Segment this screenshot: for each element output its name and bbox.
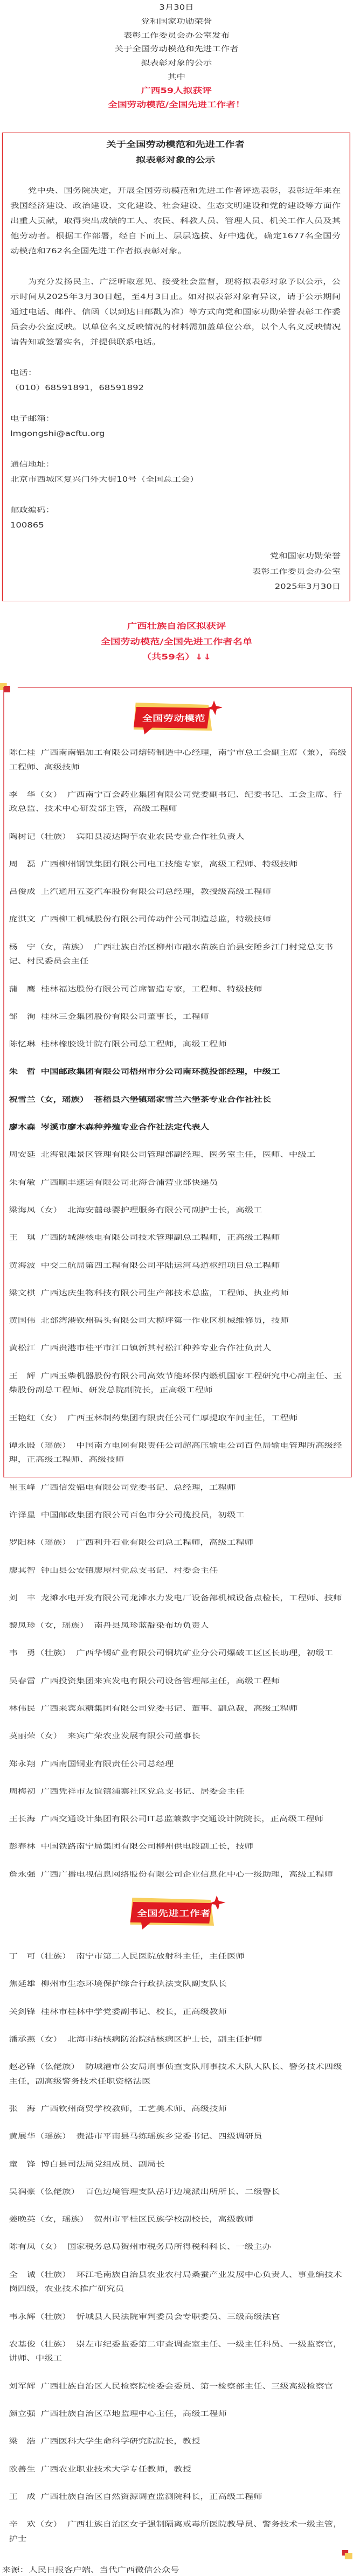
list-item: [9, 2310, 347, 2325]
person-name: 潘承燕（女）: [9, 2035, 63, 2044]
person-description: 广西投资集团来宾发电有限公司设备管理部主任，高级工程师: [40, 1677, 280, 1685]
list-item: [9, 1065, 347, 1080]
list-item: [9, 941, 347, 969]
person-description: 广西玉林制药集团有限责任公司仁厚提取车间主任，工程师: [67, 1414, 298, 1422]
person-name: 庞淇文: [9, 915, 36, 924]
list-item: [9, 2130, 347, 2144]
person-name: 詹永强: [9, 1870, 36, 1879]
person-name: 崔玉峰: [9, 1483, 36, 1492]
list-item: [9, 1647, 347, 1661]
person-description: 北部湾港钦州码头有限公司大榄坪第一作业区机械维修员，技师: [40, 1317, 289, 1325]
person-description: 广西凭祥市友谊镇浦寨社区党总支书记、居委会主任: [40, 1787, 245, 1796]
person-name: 焦延雄: [9, 1980, 36, 1989]
person-description: 崇左市纪委监委第二审查调查室主任、一级主任科员、一级监察官，讲师、中级工: [9, 2340, 342, 2363]
list-item: [9, 1840, 347, 1855]
phone-label: 电话：: [10, 369, 37, 377]
person-description: 广西华锡矿业有限公司铜坑矿业分公司爆破工区区长助理，初级工: [76, 1649, 334, 1658]
person-name: 辛 欢（女）: [9, 2521, 63, 2529]
person-name: 黄松江: [9, 1344, 36, 1353]
person-name: 颜立强: [9, 2410, 36, 2418]
person-name: 周安延: [9, 1151, 36, 1159]
person-description: 桂林橡胶设计院有限公司总工程师，高级工程师: [40, 1040, 227, 1049]
list-item: [9, 1412, 347, 1426]
list-item: [9, 885, 347, 900]
person-description: 桂林市桂林中学党委副书记、校长，正高级教师: [40, 2008, 227, 2016]
list-item: [9, 1730, 347, 1744]
intro-line: 其中: [168, 73, 185, 81]
list-item: [9, 1010, 347, 1025]
email-label: 电子邮箱：: [10, 415, 55, 423]
signature-date: 2025年3月30日: [274, 583, 341, 591]
person-name: 陶树记（壮族）: [9, 832, 71, 841]
list-item: [9, 1314, 347, 1329]
list-item: [9, 2005, 347, 2020]
person-name: 韦永辉（壮族）: [9, 2313, 71, 2321]
person-description: 广西利升石业有限公司总工程师，高级工程师: [76, 1539, 254, 1547]
list-item: [9, 1259, 347, 1274]
badge-label: 全国劳动模范: [142, 713, 206, 723]
list-item: [9, 2435, 347, 2449]
intro-line: 关于全国劳动模范和先进工作者: [114, 45, 239, 54]
intro-line: 党和国家功勋荣誉: [141, 17, 212, 26]
person-description: 广西农业职业技术大学专任教师，教授: [40, 2465, 192, 2474]
postcode-value: 100865: [10, 522, 44, 530]
list-item: [9, 1564, 347, 1579]
list-item: [9, 1758, 347, 1772]
notice-title-line: 拟表彰对象的公示: [136, 156, 215, 165]
list-item: [9, 2518, 347, 2546]
person-name: 梁海凤（女）: [9, 1206, 63, 1214]
notice-title-line: 关于全国劳动模范和先进工作者: [106, 141, 245, 149]
person-name: 梁 浩: [9, 2438, 36, 2446]
person-name: 张 海: [9, 2105, 36, 2113]
list-item: [9, 2380, 347, 2394]
person-name: 吴春雷: [9, 1677, 36, 1685]
notice-title: [10, 137, 341, 169]
signature-line: 党和国家功勋荣誉: [269, 552, 341, 560]
list-item: [9, 2033, 347, 2047]
person-description: 苍梧县六堡镇瑶家雪兰六堡茶专业合作社社长: [94, 1095, 272, 1104]
list-item: [9, 2158, 347, 2172]
person-name: 丁 可（壮族）: [9, 1953, 71, 1961]
list-title-count: （共59名）↓↓: [141, 653, 212, 662]
person-description: 广西壮族自治区草地监理中心主任，高级工程师: [40, 2410, 227, 2418]
intro-line: 表彰工作委员会办公室发布: [123, 31, 230, 40]
address-block: [10, 457, 341, 488]
badge-label: 全国先进工作者: [136, 1908, 211, 1918]
person-name: 梁文棋: [9, 1289, 36, 1297]
person-description: 广西壮族自治区自然资源调查监测院科长，正高级工程师: [40, 2492, 262, 2501]
person-description: 贺州市平桂区民族学校副校长，高级教师: [94, 2216, 254, 2224]
section-badge-workers: [130, 1895, 219, 1930]
list-item: [9, 1439, 347, 1468]
email-value[interactable]: lmgongshi@acftu.org: [10, 430, 105, 438]
postcode-label: 邮政编码：: [10, 506, 55, 515]
list-item: [9, 1370, 347, 1398]
person-description: 贵港市平南县马练瑶族乡党委书记、四级调研员: [76, 2133, 262, 2141]
list-item: [9, 2463, 347, 2477]
divider: [18, 687, 352, 688]
list-item: [9, 2338, 347, 2366]
person-description: 博白县司法局党组成员、副局长: [40, 2160, 165, 2169]
list-item: [9, 1287, 347, 1301]
list-item: [9, 1785, 347, 1800]
person-description: 宾阳县凌达陶芋农业农民专业合作社负责人: [76, 832, 245, 841]
person-name: 祝雪兰（女，瑶族）: [9, 1095, 89, 1104]
list-item: [9, 746, 347, 775]
list-item: [9, 913, 347, 927]
person-description: 中国邮政集团有限公司梧州市分公司南环揽投部经理，中级工: [40, 1068, 280, 1077]
list-title: [0, 619, 353, 665]
list-item: [9, 830, 347, 845]
person-name: 欧善生: [9, 2465, 36, 2474]
list-item: [9, 2240, 347, 2255]
list-item: [9, 1977, 347, 1992]
person-description: 钟山县公安镇廖屋村党总支书记、村委会主任: [40, 1566, 218, 1575]
intro-block: [0, 0, 353, 112]
person-name: 韦 勇（壮族）: [9, 1649, 71, 1658]
person-description: 广西南国铜业有限责任公司总经理: [40, 1760, 174, 1768]
list-item: [9, 1038, 347, 1052]
intro-highlight: 广西59人拟获评: [141, 86, 212, 95]
person-name: 许泽星: [9, 1511, 36, 1519]
list-item: [9, 1592, 347, 1606]
person-description: 广西来宾东糖集团有限公司党委书记、董事、副总裁，高级工程师: [40, 1705, 298, 1713]
list-item: [9, 1148, 347, 1163]
intro-line: 拟表彰对象的公示: [141, 59, 212, 68]
person-name: 邹 洵: [9, 1012, 36, 1021]
person-description: 来宾广荣农业发展有限公司董事长: [67, 1732, 200, 1741]
person-description: 广西玉柴机器股份有限公司高效节能环保内燃机国家工程研究中心副主任、玉柴股份副总工程师、研发总院副院长，正高级工程师: [9, 1372, 342, 1395]
person-name: 刘 丰: [9, 1594, 36, 1602]
list-item: [9, 2407, 347, 2422]
person-description: 中国南方电网有限责任公司超高压输电公司百色局输电管理所高级经理，正高级工程师、高级技师: [9, 1441, 342, 1464]
person-description: 中国邮政集团有限公司百色市分公司揽投员，初级工: [40, 1511, 245, 1519]
person-name: 郑永翔: [9, 1760, 36, 1768]
person-name: 廖木森: [9, 1123, 36, 1132]
phone-value: （010）68591891，68591892: [10, 384, 144, 392]
person-name: 廖其智: [9, 1566, 36, 1575]
person-description: 百色边境管理支队岳圩边境派出所所长、二级警长: [85, 2188, 280, 2196]
list-item: [9, 1950, 347, 1964]
list-item: [9, 2213, 347, 2227]
list-item: [9, 2490, 347, 2505]
person-description: 桂林三金集团股份有限公司董事长，工程师: [40, 1012, 209, 1021]
list-item: [9, 1702, 347, 1717]
person-description: 忻城县人民法院审判委员会专职委员、三级高级法官: [76, 2313, 280, 2321]
list-item: [9, 2268, 347, 2297]
person-description: 广西壮族自治区女子强制隔离戒毒所医院教导员、警务技术一级主管，护士: [9, 2521, 342, 2543]
person-description: 广西钦州商贸学校教师，工艺美术师、高级技师: [40, 2105, 227, 2113]
person-name: 周 磊: [9, 860, 36, 869]
person-description: 龙滩水电开发有限公司龙滩水力发电厂设备部机械设备点检长，工程师、技师: [40, 1594, 342, 1602]
list-item: [9, 983, 347, 997]
person-name: 王 成: [9, 2492, 36, 2501]
person-name: 周梅初: [9, 1787, 36, 1796]
person-name: 王 辉: [9, 1372, 36, 1380]
notice-paragraph: 为充分发扬民主、广泛听取意见、接受社会监督，现将拟表彰对象予以公示，公示时间从2025年3月30日起，至4月3日止。如对拟表彰对象有异议，请于公示期间通过电话、邮件、信函（以到达日邮戳为准）等方式向党和国家功勋荣誉表彰工作委员会办公室反映。以单位名义反映情况的材料需加盖单位公章，以个人名义反映情况请告知或签署实名，并提供联系电话。: [10, 278, 341, 346]
notice-paragraph: 党中央、国务院决定，开展全国劳动模范和先进工作者评选表彰，表彰近年来在我国经济建设、政治建设、文化建设、社会建设、生态文明建设和党的建设等方面作出重大贡献，取得突出成绩的工人、农民、科教人员、管理人员、机关工作人员及其他劳动者。根据工作部署，经自下而上、层层选拔、好中选优，确定1677名全国劳动模范和762名全国先进工作者拟表彰对象。: [10, 187, 341, 255]
person-description: 广西南宁百会药业集团有限公司党委副书记、纪委书记、工会主席、行政总监、技术中心研发部主管，高级工程师: [9, 790, 342, 814]
person-name: 农基俊（壮族）: [9, 2340, 71, 2349]
list-item: [9, 1342, 347, 1356]
list-item: [9, 1509, 347, 1523]
person-description: 广西医科大学生命科学研究院院长，教授: [40, 2438, 200, 2446]
person-name: 彭春林: [9, 1843, 36, 1851]
phone-block: [10, 366, 341, 396]
section-badge-models: [134, 700, 222, 735]
list-item: [9, 2185, 347, 2200]
person-name: 黄国伟: [9, 1317, 36, 1325]
person-name: 黄展华（瑶族）: [9, 2133, 71, 2141]
person-name: 蒲 鹰: [9, 985, 36, 994]
person-description: 上汽通用五菱汽车股份有限公司总经理，教授级高级工程师: [40, 888, 272, 897]
person-description: 北海安囍母婴护理服务有限公司副护士长，高级工: [67, 1206, 262, 1214]
list-item: [9, 1868, 347, 1883]
person-name: 黎凤珍（女，瑶族）: [9, 1622, 89, 1630]
person-name: 杨 宁（女，苗族）: [9, 943, 89, 952]
person-description: 广西贵港市桂平市江口镇新其村松江种养专业合作社负责人: [40, 1344, 272, 1353]
person-name: 王长海: [9, 1815, 36, 1824]
list-item: [9, 1093, 347, 1108]
person-name: 姜晚英（女，瑶族）: [9, 2216, 89, 2224]
list-item: [9, 1481, 347, 1496]
person-description: 南丹县凤珍蓝靛染布坊负责人: [94, 1622, 209, 1630]
list-item: [9, 858, 347, 872]
list-item: [9, 1176, 347, 1191]
intro-highlight: 全国劳动模范/全国先进工作者！: [108, 100, 245, 109]
person-name: 吴润豪（仫佬族）: [9, 2188, 80, 2196]
person-description: 广西信发铝电有限公司党委书记、总经理，工程师: [40, 1483, 236, 1492]
postcode-block: [10, 503, 341, 533]
person-description: 广西达庆生物科技有限公司生产部技术总监，工程师、执业药师: [40, 1289, 289, 1297]
list-item: [9, 788, 347, 817]
person-name: 陈忆琳: [9, 1040, 36, 1049]
list-title-line: 全国劳动模范/全国先进工作者名单: [100, 637, 253, 647]
person-description: 北海银滩景区管理有限公司管理部副经理、医务室主任，医师、中级工: [40, 1151, 316, 1159]
list-item: [9, 1619, 347, 1634]
person-description: 岑溪市廖木森种养殖专业合作社法定代表人: [40, 1123, 209, 1132]
notice-box: [2, 133, 350, 601]
list-item: [9, 2060, 347, 2089]
list-item: [9, 1204, 347, 1218]
person-name: 陈有凤（女）: [9, 2243, 63, 2252]
signature-line: 表彰工作委员会办公室: [252, 567, 341, 576]
person-description: 广西壮族自治区人民检察院检委会委员、第一检察部主任、三级高级检察官: [40, 2382, 334, 2391]
person-description: 南宁市第二人民医院放射科主任，主任医师: [76, 1953, 245, 1961]
list-item: [9, 1536, 347, 1551]
workers-list: [9, 1950, 347, 2560]
list-item: [9, 1813, 347, 1827]
list-item: [9, 1121, 347, 1135]
person-description: 北海市结核病防治院结核病区护士长，副主任护师: [67, 2035, 262, 2044]
person-name: 莫丽荣（女）: [9, 1732, 63, 1741]
person-description: 广西南南铝加工有限公司熔铸制造中心经理，南宁市总工会副主席（兼），高级工程师、高级技师: [9, 749, 347, 772]
person-description: 广西顺丰速运有限公司北海合浦营业部快递员: [40, 1178, 218, 1187]
person-name: 全 诚（壮族）: [9, 2271, 71, 2279]
person-description: 广西柳工机械股份有限公司传动件公司制造总监，特级技师: [40, 915, 272, 924]
person-name: 谭永殿（瑶族）: [9, 1441, 71, 1450]
person-description: 广西壮族自治区柳州市融水苗族自治县安陲乡江门村党总支书记、村民委员会主任: [9, 943, 334, 966]
person-description: 中交二航局第四工程有限公司平陆运河马道枢纽项目总工程师: [40, 1261, 280, 1270]
person-description: 桂林福达股份有限公司首席智造专家，工程师、特级技师: [40, 985, 262, 994]
person-description: 中国铁路南宁局集团有限公司柳州供电段副工长，技师: [40, 1843, 254, 1851]
person-name: 罗阳林（瑶族）: [9, 1539, 71, 1547]
person-name: 王艳红（女）: [9, 1414, 63, 1422]
person-name: 刘军辉: [9, 2382, 36, 2391]
list-item: [9, 1675, 347, 1689]
person-description: 国家税务总局贺州市税务局所得税科科长、一级主办: [67, 2243, 272, 2252]
person-name: 黄海波: [9, 1261, 36, 1270]
person-name: 吕俊成: [9, 888, 36, 897]
address-label: 通信地址：: [10, 461, 55, 469]
list-title-line: 广西壮族自治区拟获评: [127, 622, 226, 631]
person-name: 陈仁桂: [9, 749, 36, 757]
person-description: 广西柳州钢铁集团有限公司电工技能专家，高级工程师、特级技师: [40, 860, 298, 869]
models-list: [9, 746, 347, 1895]
list-item: [9, 1231, 347, 1246]
person-description: 广西交通设计集团有限公司IT总监兼数字交通设计院院长，正高级工程师: [40, 1815, 324, 1824]
person-description: 广西广播电视信息网络股份有限公司企业信息化中心一级助理，高级工程师: [40, 1870, 334, 1879]
email-block: [10, 412, 341, 442]
person-name: 朱 哲: [9, 1068, 36, 1077]
person-description: 环江毛南族自治县农业农村局桑蚕产业发展中心负责人、事业编技术岗四级，农业技术推广研究员: [9, 2271, 342, 2294]
person-description: 广西防城港核电有限公司技术管理副总工程师，正高级工程师: [40, 1234, 280, 1242]
person-name: 朱有敏: [9, 1178, 36, 1187]
person-name: 王 琪: [9, 1234, 36, 1242]
person-name: 童 锋: [9, 2160, 36, 2169]
person-name: 李 华（女）: [9, 790, 63, 799]
list-item: [9, 2102, 347, 2117]
person-name: 赵必锋（仫佬族）: [9, 2063, 80, 2072]
person-description: 柳州市生态环境保护综合行政执法支队副支队长: [40, 1980, 227, 1989]
intro-line: 3月30日: [159, 4, 194, 12]
address-value: 北京市西城区复兴门外大街10号（全国总工会）: [10, 476, 199, 484]
person-name: 关剑锋: [9, 2008, 36, 2016]
corner-decoration: [4, 686, 10, 692]
person-name: 林伟民: [9, 1705, 36, 1713]
person-description: 防城港市公安局刑事侦查支队刑事技术大队大队长、警务技术四级主任，副高级警务技术任职资格法医: [9, 2063, 342, 2086]
source-note: 来源：人民日报客户端、当代广西微信公众号: [2, 2566, 179, 2574]
